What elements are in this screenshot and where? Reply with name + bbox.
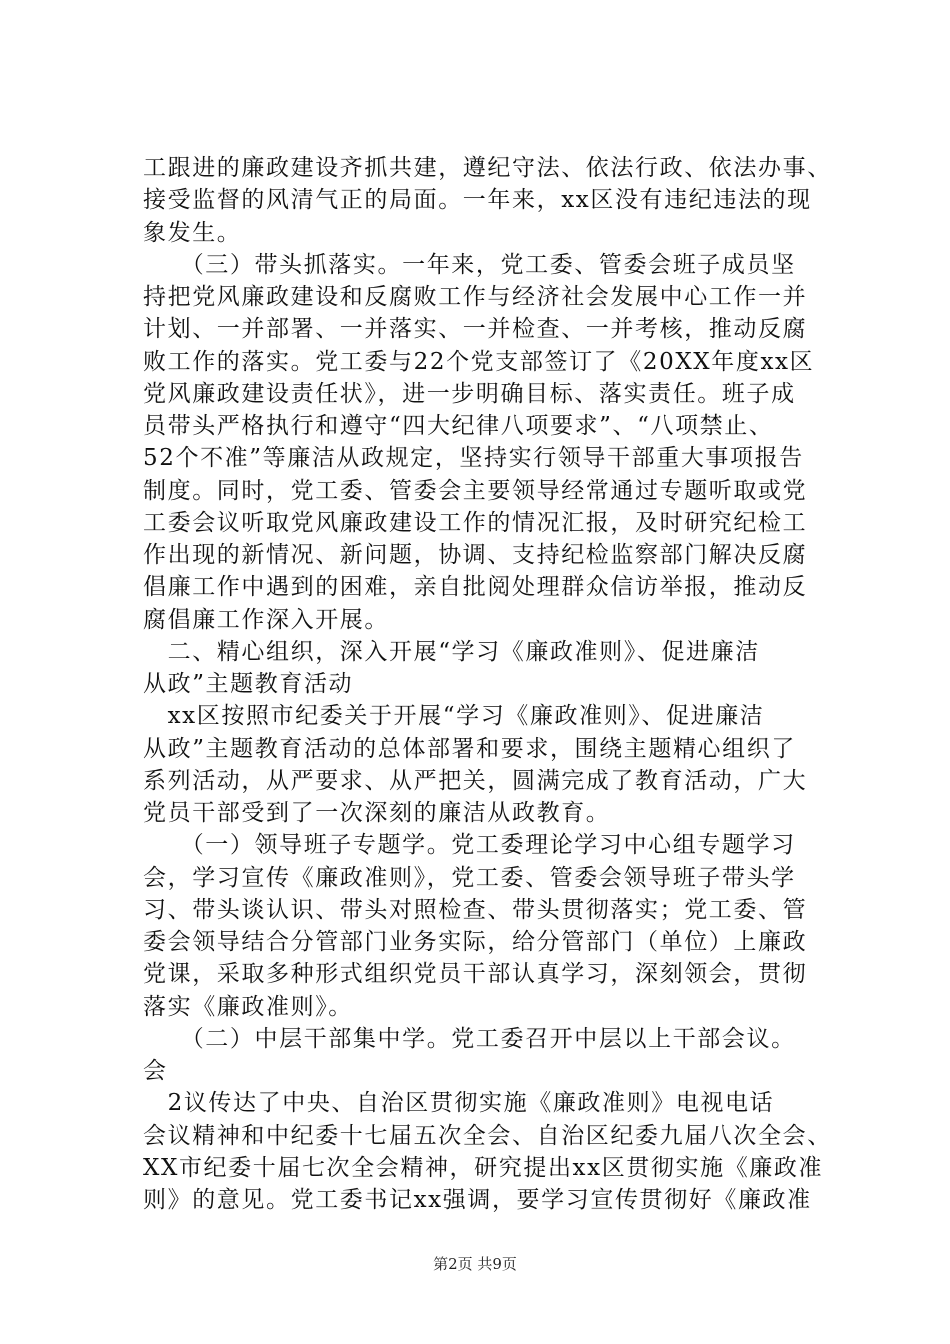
text-line: 会，学习宣传《廉政准则》，党工委、管委会领导班子带头学 [143, 864, 796, 891]
text-line: xx区按照市纪委关于开展“学习《廉政准则》、促进廉洁 [143, 703, 765, 730]
text-line: 倡廉工作中遇到的困难，亲自批阅处理群众信访举报，推动反 [143, 574, 808, 601]
text-line: 败工作的落实。党工委与22个党支部签订了《20XX年度xx区 [143, 348, 815, 375]
text-line: 持把党风廉政建设和反腐败工作与经济社会发展中心工作一并 [143, 284, 808, 310]
text-line: 委会领导结合分管部门业务实际，给分管部门（单位）上廉政 [143, 929, 808, 955]
text-line: 系列活动，从严要求、从严把关，圆满完成了教育活动，广大 [143, 767, 808, 794]
page-number-footer: 第2页 共9页 [433, 1255, 517, 1273]
body-text [143, 152, 843, 1216]
section-heading: 二、精心组织，深入开展“学习《廉政准则》、促进廉洁 [143, 638, 760, 665]
text-line: 象发生。 [143, 219, 242, 246]
text-line: （二）中层干部集中学。党工委召开中层以上干部会议。 [143, 1025, 796, 1052]
text-line: 接受监督的风清气正的局面。一年来，xx区没有违纪违法的现 [143, 187, 812, 214]
text-line: 党课，采取多种形式组织党员干部认真学习，深刻领会，贯彻 [143, 961, 808, 988]
text-line: 从政”主题教育活动的总体部署和要求，围绕主题精心组织了 [143, 735, 796, 762]
text-line: 计划、一并部署、一并落实、一并检查、一并考核，推动反腐 [143, 316, 808, 343]
text-line: 工跟进的廉政建设齐抓共建，遵纪守法、依法行政、依法办事、 [143, 155, 832, 181]
text-line: 会议精神和中纪委十七届五次全会、自治区纪委九届八次全会、 [143, 1122, 832, 1149]
text-line: 党员干部受到了一次深刻的廉洁从政教育。 [143, 800, 611, 826]
text-line: 制度。同时，党工委、管委会主要领导经常通过专题听取或党 [143, 477, 808, 504]
text-line: 2议传达了中央、自治区贯彻实施《廉政准则》电视电话 [143, 1090, 775, 1117]
text-line: 工委会议听取党风廉政建设工作的情况汇报，及时研究纪检工 [143, 509, 808, 536]
section-heading: 从政”主题教育活动 [143, 671, 354, 697]
text-line: 落实《廉政准则》。 [143, 993, 353, 1020]
text-line: 党风廉政建设责任状》，进一步明确目标、落实责任。班子成 [143, 380, 796, 407]
text-line: 习、带头谈认识、带头对照检查、带头贯彻落实；党工委、管 [143, 896, 808, 923]
text-line: XX市纪委十届七次全会精神，研究提出xx区贯彻实施《廉政准 [143, 1154, 824, 1181]
text-line: 则》的意见。党工委书记xx强调，要学习宣传贯彻好《廉政准 [143, 1187, 812, 1213]
text-line: 员带头严格执行和遵守“四大纪律八项要求”、“八项禁止、 [143, 413, 774, 439]
text-line: 会 [143, 1058, 168, 1084]
text-line: 腐倡廉工作深入开展。 [143, 606, 389, 633]
text-line: （一）领导班子专题学。党工委理论学习中心组专题学习 [143, 832, 796, 859]
text-line: 52个不准”等廉洁从政规定，坚持实行领导干部重大事项报告 [143, 445, 804, 472]
text-line: （三）带头抓落实。一年来，党工委、管委会班子成员坚 [143, 251, 796, 278]
text-line: 作出现的新情况、新问题，协调、支持纪检监察部门解决反腐 [143, 542, 808, 568]
